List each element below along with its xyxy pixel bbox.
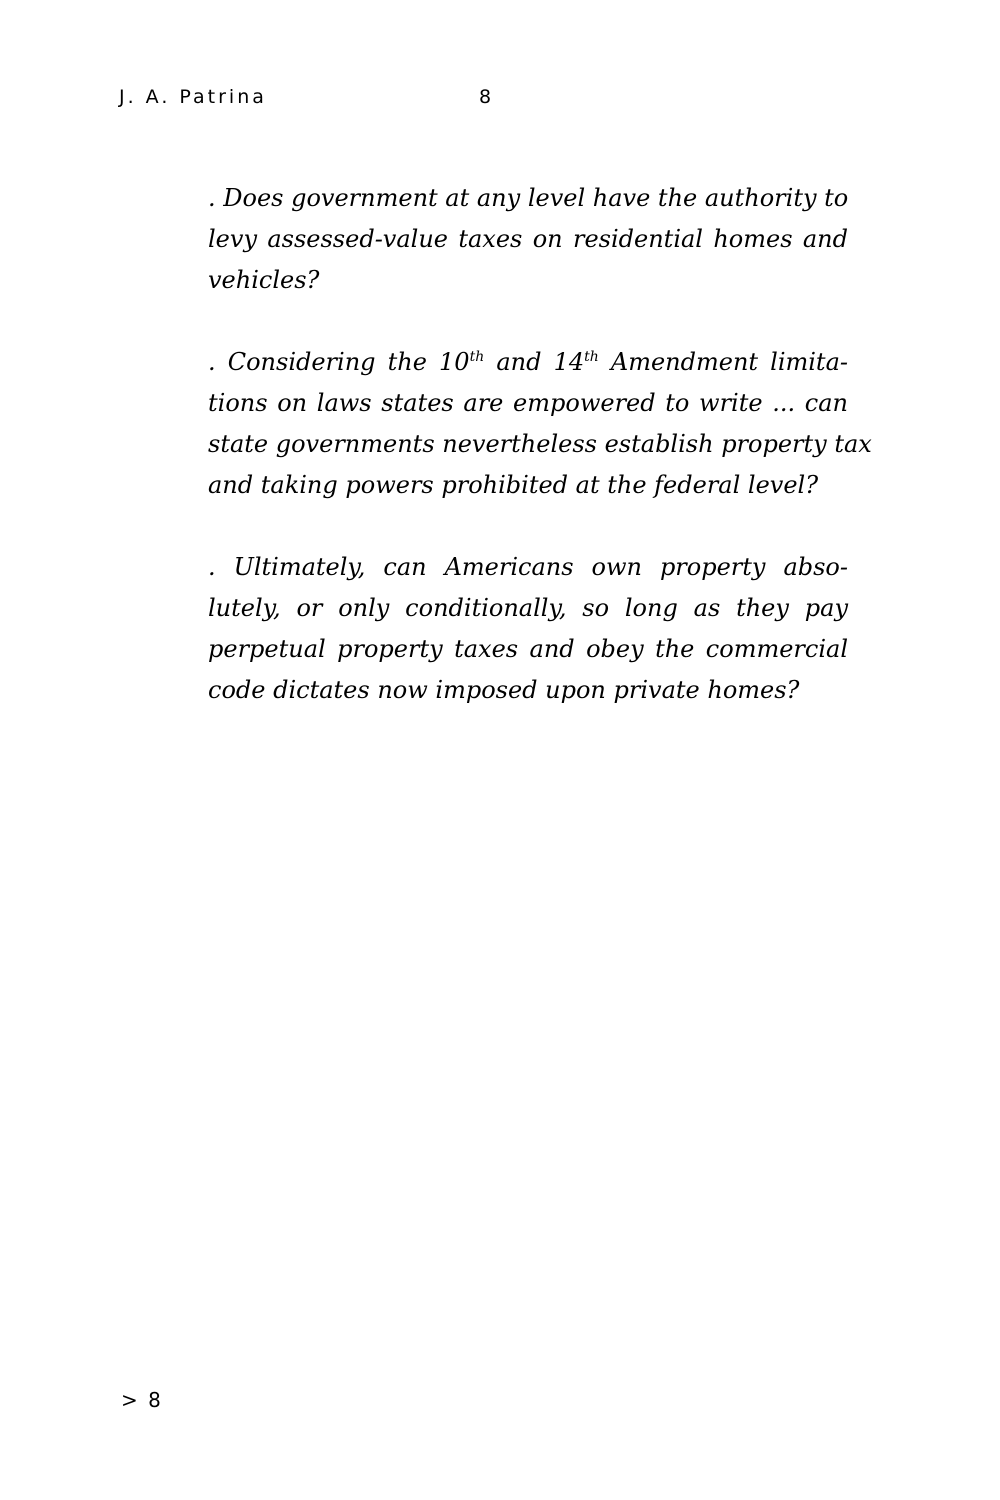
paragraph-question-3 [208,547,848,711]
text-line: . Does government at any level have the authority to [208,184,849,212]
text-segment: and 14 [484,348,585,376]
paragraph-question-2 [208,342,872,506]
text-segment: Amendment limita- [598,348,848,376]
ordinal-suffix: th [584,349,599,365]
text-line: levy assessed-value taxes on residential homes and [208,225,848,253]
footer-page-marker: > 8 [121,1388,163,1412]
text-line: and taking powers prohibited at the federal level? [208,471,819,499]
page-body [208,178,872,752]
text-segment: . Considering the 10 [208,348,470,376]
text-line: state governments nevertheless establish property tax [208,430,872,458]
text-line: perpetual property taxes and obey the commercial [208,635,848,663]
paragraph-question-1 [208,178,848,301]
text-line: lutely, or only conditionally, so long as they pay [208,594,848,622]
running-header-page-number: 8 [479,86,493,108]
running-header-author: J. A. Patrina [119,86,267,108]
text-line [208,342,848,383]
text-line: vehicles? [208,266,320,294]
text-line: tions on laws states are empowered to write ... can [208,389,848,417]
ordinal-suffix: th [469,349,485,365]
text-line: code dictates now imposed upon private homes? [208,676,800,704]
text-line: . Ultimately, can Americans own property abso- [208,553,848,581]
